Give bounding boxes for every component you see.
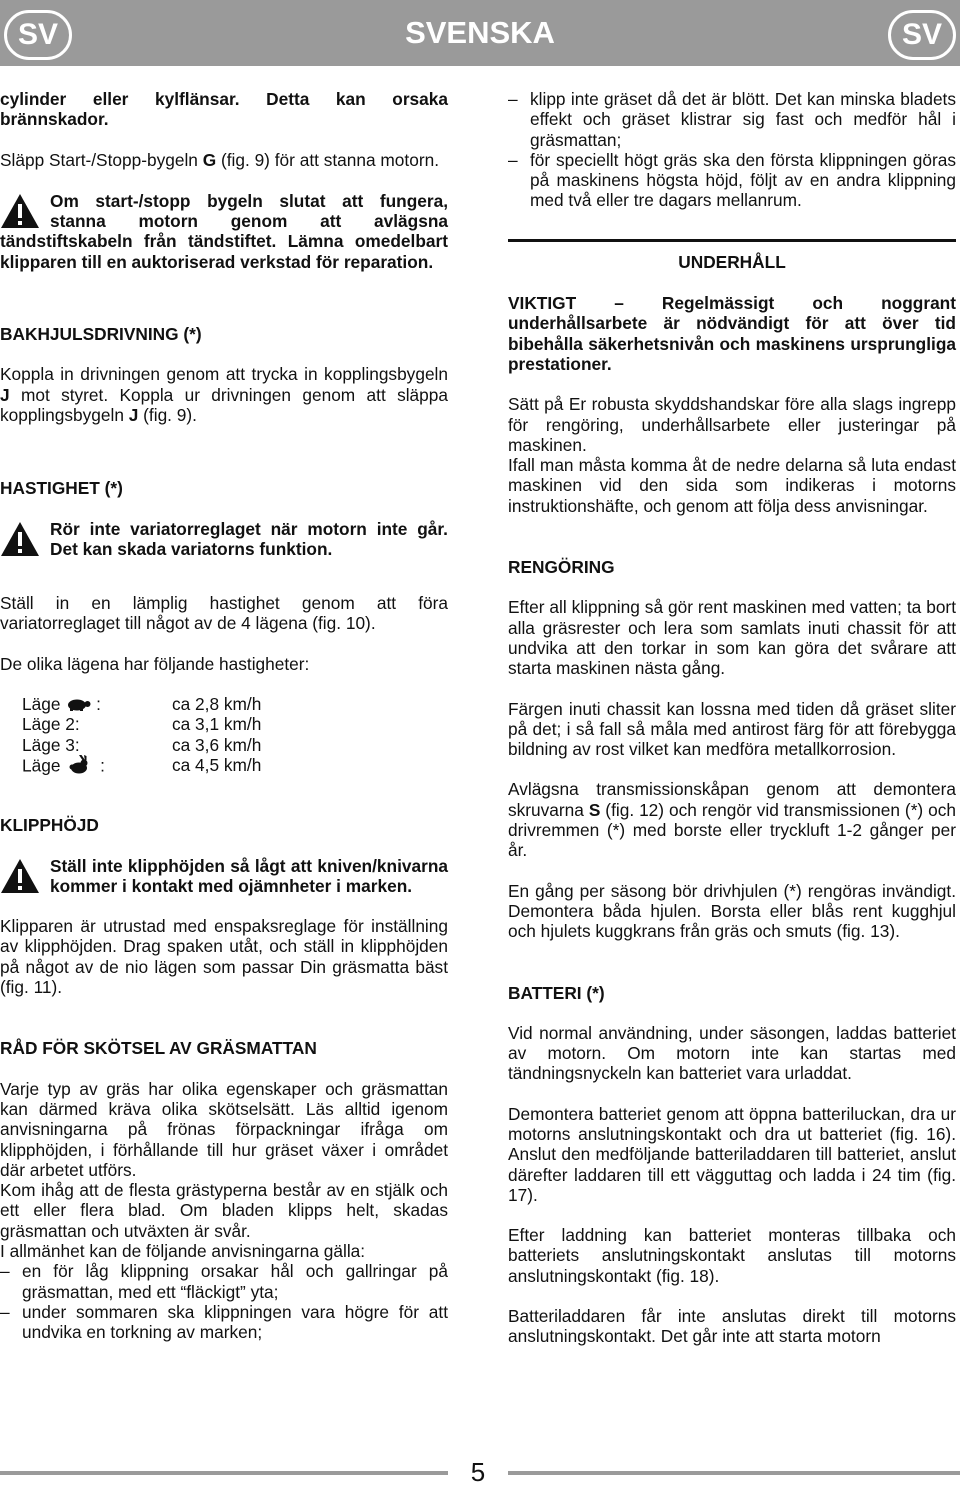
heading-rengoring: RENGÖRING — [508, 557, 615, 578]
warning-triangle-icon — [0, 858, 42, 894]
page-header-title: SVENSKA — [405, 15, 555, 50]
rengoring-paragraph-4: En gång per säsong bör drivhjulen (*) rengöras invändigt. Demontera båda hjulen. Borsta eller blås rent kugghjul och hjulets kuggkrans från gräs och smuts (fig. 13). — [508, 880, 956, 942]
stop-instruction: Släpp Start-/Stopp-bygeln G (fig. 9) för att stanna motorn. — [0, 149, 439, 170]
rengoring-paragraph-3: Avlägsna transmissionskåpan genom att demontera skruvarna S (fig. 12) och rengör vid transmissionen (*) och drivremmen (*) med borste eller tryckluft 1-2 gånger per år. — [508, 779, 956, 861]
viktigt-text: VIKTIGT – Regelmässigt och noggrant underhållsarbete är nödvändigt för att över tid bibehålla säkerhetsnivån och maskinens ursprungliga prestationer. — [508, 293, 956, 374]
heading-klipphojd: KLIPPHÖJD — [0, 815, 99, 836]
heading-batteri: BATTERI (*) — [508, 982, 605, 1003]
rad-paragraph-3: I allmänhet kan de följande anvisningarna gälla: — [0, 1240, 366, 1261]
speed-row: Läge : ca 4,5 km/h — [22, 755, 448, 775]
batteri-paragraph-3: Efter laddning kan batteriet monteras tillbaka och batteriets anslutningskontakt anslutas till motorns anslutningskontakt (fig. 18). — [508, 1225, 956, 1286]
burn-warning-text: cylinder eller kylflänsar. Detta kan orsaka brännskador. — [0, 89, 448, 130]
warning-triangle-icon — [0, 521, 42, 557]
underhall-paragraph-1: Sätt på Er robusta skyddshandskar före alla slags ingrepp för rengöring, underhållsarbete eller justeringar på maskinen. — [508, 394, 956, 455]
batteri-paragraph-2: Demontera batteriet genom att öppna batteriluckan, dra ur motorns anslutningskontakt och dra ut batteriet (fig. 16). Anslut den medföljande batteriladdaren till batteriet, anslut därefter laddaren till ett vägguttag och ladda i 24 tim (fig. 17). — [508, 1103, 956, 1205]
list-item: – klipp inte gräset då det är blött. Det kan minska bladets effekt och gräset klistrar sig fast och medför hål i gräsmattan; — [508, 89, 956, 150]
list-item: – under sommaren ska klippningen vara högre för att undvika en torkning av marken; — [0, 1301, 448, 1343]
right-column — [508, 89, 956, 1347]
rengoring-paragraph-2: Färgen inuti chassit kan lossna med tiden då gräset sliter på det; i så fall så måla med antirost färg för att förebygga bildning av rost vilket kan medföra metallkorrosion. — [508, 698, 956, 760]
turtle-icon — [65, 695, 91, 715]
rad-paragraph-1: Varje typ av gräs har olika egenskaper och gräsmattan kan därmed kräva olika skötselsätt. Läs alltid igenom anvisningarna på frönas förpackningar ifråga om klipphöjden, i förhållande till hur gräset växer i området där arbetet utförs. — [0, 1078, 448, 1180]
klipphojd-text: Klipparen är utrustad med enspaksreglage för inställning av klipphöjden. Drag spaken utåt, och ställ in klipphöjden på något av de nio lägen som passar Din gräsmatta bäst (fig. 11). — [0, 916, 448, 998]
batteri-paragraph-4: Batteriladdaren får inte anslutas direkt till motorns anslutningskontakt. Det går inte att starta motorn — [508, 1306, 956, 1347]
hastighet-text: Ställ in en lämplig hastighet genom att föra variatorreglaget till något av de 4 lägena (fig. 10). — [0, 593, 448, 634]
batteri-paragraph-1: Vid normal användning, under säsongen, laddas batteriet av motorn. Om motorn inte kan startas med tändningsnyckeln kan batteriet vara urladdat. — [508, 1022, 956, 1084]
heading-underhall: UNDERHÅLL — [678, 251, 786, 272]
language-badge-left: SV — [4, 10, 72, 60]
footer-bar-left — [0, 1471, 448, 1475]
rengoring-paragraph-1: Efter all klippning så gör rent maskinen med vatten; ta bort alla gräsrester och lera som samlats inuti chassit för att undvika att den torkar in som kan göra det svårare att starta maskinen nästa gång. — [508, 597, 956, 679]
speed-row: Läge 3: ca 3,6 km/h — [22, 734, 262, 755]
list-item: – en för låg klippning orsakar hål och gallringar på gräsmattan, med ett “fläckigt” yta; — [0, 1261, 448, 1302]
speed-row: Läge 2: ca 3,1 km/h — [22, 714, 262, 735]
warning-triangle-icon — [0, 193, 42, 229]
underhall-paragraph-2: Ifall man måsta komma åt de nedre delarna så luta endast maskinen vid den sida som indikeras i motorns instruktionshäfte, och genom att följa dess anvisningar. — [508, 455, 956, 516]
heading-rad-skotsel: RÅD FÖR SKÖTSEL AV GRÄSMATTAN — [0, 1038, 317, 1059]
page-header — [0, 0, 960, 66]
speed-table — [22, 694, 448, 775]
rad-paragraph-2: Kom ihåg att de flesta grästyperna består av en stjälk och ett eller flera blad. Om bladen klipps helt, skadas gräsmattan och utväxten är svår. — [0, 1180, 448, 1241]
list-item: – för speciellt högt gräs ska den första klippningen göras på maskinens högsta höjd, följt av en andra klippning med två eller tre dagars mellanrum. — [508, 149, 956, 211]
cutting-height-warning: Ställ inte klipphöjden så lågt att kniven/knivarna kommer i kontakt med ojämnheter i marken. — [0, 856, 448, 897]
footer-bar-right — [508, 1471, 960, 1475]
page-number: 5 — [470, 1457, 486, 1487]
stop-bar-warning: Om start-/stopp bygeln slutat att fungera, stanna motorn genom att avlägsna tändstiftskabeln från tändstiftet. Lämna omedelbart klipparen till en auktoriserad verkstad för reparation. — [0, 190, 448, 272]
language-badge-right: SV — [888, 10, 956, 60]
heading-bakhjulsdrivning: BAKHJULSDRIVNING (*) — [0, 324, 202, 345]
heading-hastighet: HASTIGHET (*) — [0, 478, 123, 499]
left-column — [0, 89, 448, 1342]
bakhjul-text: Koppla in drivningen genom att trycka in kopplingsbygeln J mot styret. Koppla ur drivningen genom att släppa kopplingsbygeln J (fig. 9). — [0, 364, 448, 425]
speeds-intro: De olika lägena har följande hastigheter: — [0, 653, 310, 674]
rabbit-icon — [65, 755, 95, 779]
speed-row: Läge : ca 2,8 km/h — [22, 694, 262, 715]
variator-warning: Rör inte variatorreglaget när motorn inte går. Det kan skada variatorns funktion. — [0, 519, 448, 560]
